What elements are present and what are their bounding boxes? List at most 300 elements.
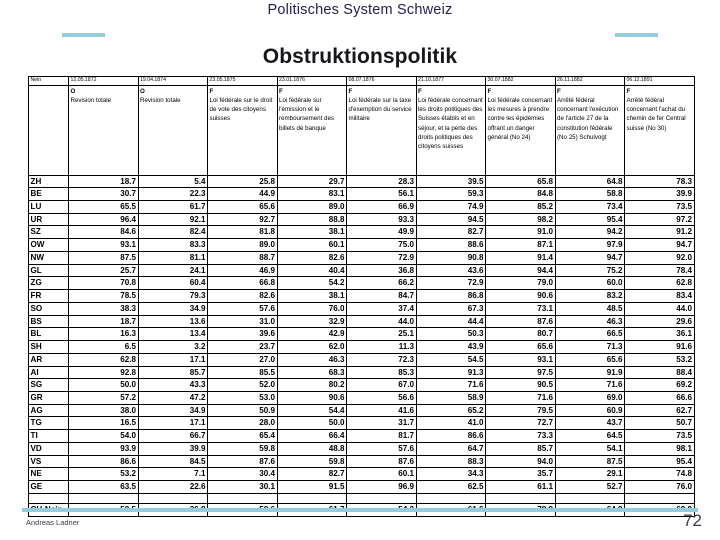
cell-ge-3: 30.1 bbox=[208, 481, 278, 494]
cell-ti-3: 65.4 bbox=[208, 430, 278, 443]
cell-ne-9: 74.8 bbox=[625, 468, 695, 481]
cell-sg-6: 71.6 bbox=[416, 379, 486, 392]
cell-vs-6: 88.3 bbox=[416, 455, 486, 468]
column-date-6: 21.10.1877 bbox=[416, 77, 486, 86]
column-text-8: Arrêté fédéral concernant l'exécution de l'article 27 de la constitution fédérale (No 25) Schulvogt bbox=[557, 96, 619, 142]
cell-gl-7: 94.4 bbox=[486, 264, 556, 277]
column-date-1: 12.05.1872 bbox=[69, 77, 139, 86]
cell-ai-3: 85.5 bbox=[208, 366, 278, 379]
cell-zg-2: 60.4 bbox=[138, 277, 208, 290]
table-row bbox=[29, 468, 695, 481]
cell-gr-7: 71.6 bbox=[486, 392, 556, 405]
cell-ge-5: 96.9 bbox=[347, 481, 417, 494]
row-label-bl: BL bbox=[29, 328, 69, 341]
cell-ge-8: 52.7 bbox=[555, 481, 625, 494]
column-date-7: 30.07.1882 bbox=[486, 77, 556, 86]
column-date-8: 26.11.1882 bbox=[555, 77, 625, 86]
cell-ge-2: 22.6 bbox=[138, 481, 208, 494]
column-description-9 bbox=[625, 85, 695, 175]
cell-ag-8: 60.9 bbox=[555, 404, 625, 417]
table-row bbox=[29, 353, 695, 366]
cell-ti-7: 73.3 bbox=[486, 430, 556, 443]
cell-be-9: 39.9 bbox=[625, 188, 695, 201]
cell-tg-5: 31.7 bbox=[347, 417, 417, 430]
table-row bbox=[29, 290, 695, 303]
cell-vs-5: 87.6 bbox=[347, 455, 417, 468]
row-label-bs: BS bbox=[29, 315, 69, 328]
column-text-7: Loi fédérale concernant les mesures à prendre contre les épidémies offrant un danger général (No 24) bbox=[487, 96, 553, 142]
cell-gr-8: 69.0 bbox=[555, 392, 625, 405]
cell-ow-9: 94.7 bbox=[625, 239, 695, 252]
column-type-7: F bbox=[487, 87, 492, 95]
cell-gr-2: 47.2 bbox=[138, 392, 208, 405]
cell-ai-9: 88.4 bbox=[625, 366, 695, 379]
cell-ur-8: 95.4 bbox=[555, 213, 625, 226]
table-row bbox=[29, 455, 695, 468]
cell-vd-4: 48.8 bbox=[277, 442, 347, 455]
cell-gr-1: 57.2 bbox=[69, 392, 139, 405]
cell-lu-2: 61.7 bbox=[138, 201, 208, 214]
cell-zh-1: 18.7 bbox=[69, 175, 139, 188]
cell-sg-1: 50.0 bbox=[69, 379, 139, 392]
cell-bl-7: 80.7 bbox=[486, 328, 556, 341]
cell-vd-8: 54.1 bbox=[555, 442, 625, 455]
row-label-sh: SH bbox=[29, 341, 69, 354]
cell-lu-6: 74.9 bbox=[416, 201, 486, 214]
cell-zg-7: 79.0 bbox=[486, 277, 556, 290]
cell-gl-8: 75.2 bbox=[555, 264, 625, 277]
gap-cell bbox=[486, 493, 556, 503]
column-text-5: Loi fédérale sur la taxe d'exemption du service militaire bbox=[348, 96, 412, 123]
cell-ag-3: 50.9 bbox=[208, 404, 278, 417]
cell-ow-8: 97.9 bbox=[555, 239, 625, 252]
cell-ti-6: 86.6 bbox=[416, 430, 486, 443]
row-label-gl: GL bbox=[29, 264, 69, 277]
cell-vs-1: 86.6 bbox=[69, 455, 139, 468]
cell-bs-3: 31.0 bbox=[208, 315, 278, 328]
cell-sz-1: 84.6 bbox=[69, 226, 139, 239]
gap-cell bbox=[555, 493, 625, 503]
obstruktionspolitik-table bbox=[28, 76, 695, 517]
cell-zg-1: 70.8 bbox=[69, 277, 139, 290]
cell-tg-7: 72.7 bbox=[486, 417, 556, 430]
cell-nw-4: 82.6 bbox=[277, 251, 347, 264]
cell-sz-7: 91.0 bbox=[486, 226, 556, 239]
cell-ar-7: 93.1 bbox=[486, 353, 556, 366]
cell-gr-6: 58.9 bbox=[416, 392, 486, 405]
cell-be-6: 59.3 bbox=[416, 188, 486, 201]
cell-ai-4: 68.3 bbox=[277, 366, 347, 379]
cell-bs-7: 87.6 bbox=[486, 315, 556, 328]
cell-gl-9: 78.4 bbox=[625, 264, 695, 277]
cell-ag-6: 65.2 bbox=[416, 404, 486, 417]
row-label-sg: SG bbox=[29, 379, 69, 392]
table-row bbox=[29, 201, 695, 214]
table-row bbox=[29, 392, 695, 405]
table-row bbox=[29, 341, 695, 354]
row-label-tg: TG bbox=[29, 417, 69, 430]
cell-tg-8: 43.7 bbox=[555, 417, 625, 430]
cell-bs-8: 46.3 bbox=[555, 315, 625, 328]
table-row bbox=[29, 213, 695, 226]
author-label: Andreas Ladner bbox=[26, 518, 80, 527]
cell-tg-9: 50.7 bbox=[625, 417, 695, 430]
cell-lu-9: 73.5 bbox=[625, 201, 695, 214]
cell-gr-4: 90.6 bbox=[277, 392, 347, 405]
table-body bbox=[29, 175, 695, 516]
cell-fr-4: 38.1 bbox=[277, 290, 347, 303]
table-row bbox=[29, 264, 695, 277]
cell-vs-9: 95.4 bbox=[625, 455, 695, 468]
cell-ne-4: 82.7 bbox=[277, 468, 347, 481]
column-text-9: Arrêté fédéral concernant l'achat du chemin de fer Central suisse (No 30) bbox=[626, 96, 686, 132]
cell-ne-2: 7.1 bbox=[138, 468, 208, 481]
row-label-so: SO bbox=[29, 302, 69, 315]
cell-so-5: 37.4 bbox=[347, 302, 417, 315]
gap-cell bbox=[69, 493, 139, 503]
cell-vd-1: 93.9 bbox=[69, 442, 139, 455]
table-corner-label: Nein bbox=[29, 77, 69, 86]
cell-so-3: 57.6 bbox=[208, 302, 278, 315]
cell-sg-2: 43.3 bbox=[138, 379, 208, 392]
cell-vs-7: 94.0 bbox=[486, 455, 556, 468]
cell-fr-6: 86.8 bbox=[416, 290, 486, 303]
cell-lu-7: 85.2 bbox=[486, 201, 556, 214]
column-type-9: F bbox=[626, 87, 631, 95]
cell-fr-7: 90.6 bbox=[486, 290, 556, 303]
cell-ge-9: 76.0 bbox=[625, 481, 695, 494]
table-row bbox=[29, 442, 695, 455]
column-date-5: 08.07.1876 bbox=[347, 77, 417, 86]
column-date-9: 06.12.1891 bbox=[625, 77, 695, 86]
cell-ne-6: 34.3 bbox=[416, 468, 486, 481]
cell-ar-5: 72.3 bbox=[347, 353, 417, 366]
cell-ai-7: 97.5 bbox=[486, 366, 556, 379]
row-label-fr: FR bbox=[29, 290, 69, 303]
cell-sg-5: 67.0 bbox=[347, 379, 417, 392]
cell-fr-9: 83.4 bbox=[625, 290, 695, 303]
gap-cell bbox=[277, 493, 347, 503]
cell-gl-6: 43.6 bbox=[416, 264, 486, 277]
cell-bs-2: 13.6 bbox=[138, 315, 208, 328]
table-gap-row bbox=[29, 493, 695, 503]
header-row-descriptions bbox=[29, 85, 695, 175]
cell-zh-6: 39.5 bbox=[416, 175, 486, 188]
cell-bl-3: 39.6 bbox=[208, 328, 278, 341]
cell-sz-2: 82.4 bbox=[138, 226, 208, 239]
cell-vd-7: 85.7 bbox=[486, 442, 556, 455]
cell-ai-2: 85.7 bbox=[138, 366, 208, 379]
cell-ge-6: 62.5 bbox=[416, 481, 486, 494]
cell-ur-9: 97.2 bbox=[625, 213, 695, 226]
table-row bbox=[29, 188, 695, 201]
cell-sz-5: 49.9 bbox=[347, 226, 417, 239]
cell-ne-5: 60.1 bbox=[347, 468, 417, 481]
cell-zh-8: 64.8 bbox=[555, 175, 625, 188]
cell-ar-1: 62.8 bbox=[69, 353, 139, 366]
cell-sg-7: 90.5 bbox=[486, 379, 556, 392]
row-label-lu: LU bbox=[29, 201, 69, 214]
cell-sz-6: 82.7 bbox=[416, 226, 486, 239]
column-description-1 bbox=[69, 85, 139, 175]
cell-be-2: 22.3 bbox=[138, 188, 208, 201]
cell-ti-1: 54.0 bbox=[69, 430, 139, 443]
cell-ne-8: 29.1 bbox=[555, 468, 625, 481]
cell-zg-3: 66.8 bbox=[208, 277, 278, 290]
cell-ur-6: 94.5 bbox=[416, 213, 486, 226]
cell-ag-1: 38.0 bbox=[69, 404, 139, 417]
cell-vs-3: 87.6 bbox=[208, 455, 278, 468]
cell-ag-5: 41.6 bbox=[347, 404, 417, 417]
cell-ai-8: 91.9 bbox=[555, 366, 625, 379]
cell-ur-3: 92.7 bbox=[208, 213, 278, 226]
cell-zh-7: 65.8 bbox=[486, 175, 556, 188]
cell-sz-9: 91.2 bbox=[625, 226, 695, 239]
cell-zh-9: 78.3 bbox=[625, 175, 695, 188]
column-date-4: 23.01.1876 bbox=[277, 77, 347, 86]
cell-ar-6: 54.5 bbox=[416, 353, 486, 366]
cell-sg-8: 71.6 bbox=[555, 379, 625, 392]
gap-cell bbox=[138, 493, 208, 503]
table-row bbox=[29, 239, 695, 252]
row-label-ag: AG bbox=[29, 404, 69, 417]
cell-ar-4: 46.3 bbox=[277, 353, 347, 366]
cell-zg-9: 62.8 bbox=[625, 277, 695, 290]
cell-nw-9: 92.0 bbox=[625, 251, 695, 264]
column-type-5: F bbox=[348, 87, 353, 95]
cell-ow-5: 75.0 bbox=[347, 239, 417, 252]
table-row bbox=[29, 226, 695, 239]
cell-tg-2: 17.1 bbox=[138, 417, 208, 430]
cell-bl-5: 25.1 bbox=[347, 328, 417, 341]
cell-ow-4: 60.1 bbox=[277, 239, 347, 252]
cell-zh-2: 5.4 bbox=[138, 175, 208, 188]
column-type-8: F bbox=[557, 87, 561, 95]
cell-gl-3: 46.9 bbox=[208, 264, 278, 277]
cell-ur-4: 88.8 bbox=[277, 213, 347, 226]
slide-kicker: Politisches System Schweiz bbox=[267, 2, 453, 18]
cell-ow-6: 88.6 bbox=[416, 239, 486, 252]
row-label-ti: TI bbox=[29, 430, 69, 443]
column-date-3: 23.05.1875 bbox=[208, 77, 278, 86]
column-type-2: O bbox=[140, 87, 145, 95]
cell-sh-1: 6.5 bbox=[69, 341, 139, 354]
table-header bbox=[29, 77, 695, 176]
table-row bbox=[29, 328, 695, 341]
cell-bl-1: 16.3 bbox=[69, 328, 139, 341]
cell-ge-4: 91.5 bbox=[277, 481, 347, 494]
column-description-2 bbox=[138, 85, 208, 175]
cell-tg-3: 28.0 bbox=[208, 417, 278, 430]
cell-bl-4: 42.9 bbox=[277, 328, 347, 341]
cell-be-5: 56.1 bbox=[347, 188, 417, 201]
column-description-5 bbox=[347, 85, 417, 175]
cell-lu-1: 65.5 bbox=[69, 201, 139, 214]
row-label-zg: ZG bbox=[29, 277, 69, 290]
table-row bbox=[29, 481, 695, 494]
row-label-ai: AI bbox=[29, 366, 69, 379]
cell-fr-2: 79.3 bbox=[138, 290, 208, 303]
cell-fr-5: 84.7 bbox=[347, 290, 417, 303]
cell-ti-2: 66.7 bbox=[138, 430, 208, 443]
column-text-1: Revision totale bbox=[70, 96, 112, 104]
column-text-3: Loi fédérale sur le droit de vote des citoyens suisses bbox=[209, 96, 273, 123]
page-number: 72 bbox=[683, 511, 702, 530]
column-description-8 bbox=[555, 85, 625, 175]
cell-tg-6: 41.0 bbox=[416, 417, 486, 430]
row-label-ne: NE bbox=[29, 468, 69, 481]
cell-bl-9: 36.1 bbox=[625, 328, 695, 341]
cell-ne-3: 30.4 bbox=[208, 468, 278, 481]
cell-ge-7: 61.1 bbox=[486, 481, 556, 494]
cell-sz-8: 94.2 bbox=[555, 226, 625, 239]
row-label-ow: OW bbox=[29, 239, 69, 252]
cell-vd-3: 59.8 bbox=[208, 442, 278, 455]
cell-be-8: 58.8 bbox=[555, 188, 625, 201]
cell-ti-9: 73.5 bbox=[625, 430, 695, 443]
column-type-3: F bbox=[209, 87, 214, 95]
cell-bs-5: 44.0 bbox=[347, 315, 417, 328]
cell-vs-2: 84.5 bbox=[138, 455, 208, 468]
cell-vd-5: 57.6 bbox=[347, 442, 417, 455]
cell-vd-2: 39.9 bbox=[138, 442, 208, 455]
cell-ag-4: 54.4 bbox=[277, 404, 347, 417]
cell-bl-2: 13.4 bbox=[138, 328, 208, 341]
column-text-6: Loi fédérale concernant les droits politiques des Suisses établis et en séjour, et la perte des droits politiques des citoyens suisses bbox=[418, 96, 483, 151]
cell-ow-3: 89.0 bbox=[208, 239, 278, 252]
cell-so-8: 48.5 bbox=[555, 302, 625, 315]
row-label-be: BE bbox=[29, 188, 69, 201]
cell-vd-6: 64.7 bbox=[416, 442, 486, 455]
cell-sh-2: 3.2 bbox=[138, 341, 208, 354]
table-row bbox=[29, 251, 695, 264]
page-title: Obstruktionspolitik bbox=[262, 45, 458, 68]
table-row bbox=[29, 379, 695, 392]
gap-cell bbox=[416, 493, 486, 503]
cell-ur-2: 92.1 bbox=[138, 213, 208, 226]
cell-so-2: 34.9 bbox=[138, 302, 208, 315]
cell-be-1: 30.7 bbox=[69, 188, 139, 201]
cell-ur-5: 93.3 bbox=[347, 213, 417, 226]
cell-sh-8: 71.3 bbox=[555, 341, 625, 354]
column-description-3 bbox=[208, 85, 278, 175]
table-row bbox=[29, 404, 695, 417]
cell-lu-4: 89.0 bbox=[277, 201, 347, 214]
gap-cell bbox=[208, 493, 278, 503]
cell-vd-9: 98.1 bbox=[625, 442, 695, 455]
cell-ar-8: 65.6 bbox=[555, 353, 625, 366]
cell-zg-8: 60.0 bbox=[555, 277, 625, 290]
cell-ai-1: 92.8 bbox=[69, 366, 139, 379]
cell-tg-1: 16.5 bbox=[69, 417, 139, 430]
cell-so-6: 67.3 bbox=[416, 302, 486, 315]
cell-ti-5: 81.7 bbox=[347, 430, 417, 443]
cell-bs-9: 29.6 bbox=[625, 315, 695, 328]
cell-bl-6: 50.3 bbox=[416, 328, 486, 341]
cell-bs-1: 18.7 bbox=[69, 315, 139, 328]
cell-gr-5: 56.6 bbox=[347, 392, 417, 405]
header-row-dates bbox=[29, 77, 695, 86]
cell-nw-7: 91.4 bbox=[486, 251, 556, 264]
table-row bbox=[29, 366, 695, 379]
column-description-7 bbox=[486, 85, 556, 175]
row-label-ge: GE bbox=[29, 481, 69, 494]
row-label-sz: SZ bbox=[29, 226, 69, 239]
cell-bs-4: 32.9 bbox=[277, 315, 347, 328]
cell-ow-2: 83.3 bbox=[138, 239, 208, 252]
cell-zh-5: 28.3 bbox=[347, 175, 417, 188]
cell-sh-9: 91.6 bbox=[625, 341, 695, 354]
cell-ti-4: 66.4 bbox=[277, 430, 347, 443]
cell-so-4: 76.0 bbox=[277, 302, 347, 315]
cell-ti-8: 64.5 bbox=[555, 430, 625, 443]
cell-ge-1: 63.5 bbox=[69, 481, 139, 494]
cell-nw-8: 94.7 bbox=[555, 251, 625, 264]
column-description-4 bbox=[277, 85, 347, 175]
cell-gl-1: 25.7 bbox=[69, 264, 139, 277]
table-row bbox=[29, 417, 695, 430]
row-label-vs: VS bbox=[29, 455, 69, 468]
column-type-1: O bbox=[70, 87, 76, 95]
table-row bbox=[29, 175, 695, 188]
description-corner-cell bbox=[29, 85, 69, 175]
cell-fr-3: 82.6 bbox=[208, 290, 278, 303]
cell-tg-4: 50.0 bbox=[277, 417, 347, 430]
table-row bbox=[29, 315, 695, 328]
row-label-vd: VD bbox=[29, 442, 69, 455]
cell-lu-5: 66.9 bbox=[347, 201, 417, 214]
cell-sg-4: 80.2 bbox=[277, 379, 347, 392]
cell-fr-8: 83.2 bbox=[555, 290, 625, 303]
column-text-4: Loi fédérale sur l'émission et le remboursement des billets de banque bbox=[279, 96, 335, 132]
cell-so-1: 38.3 bbox=[69, 302, 139, 315]
cell-bl-8: 66.5 bbox=[555, 328, 625, 341]
cell-vs-8: 87.5 bbox=[555, 455, 625, 468]
cell-nw-5: 72.9 bbox=[347, 251, 417, 264]
cell-zh-3: 25.8 bbox=[208, 175, 278, 188]
cell-so-9: 44.0 bbox=[625, 302, 695, 315]
cell-zg-6: 72.9 bbox=[416, 277, 486, 290]
cell-ne-7: 35.7 bbox=[486, 468, 556, 481]
cell-sz-3: 81.8 bbox=[208, 226, 278, 239]
cell-be-4: 83.1 bbox=[277, 188, 347, 201]
column-description-6 bbox=[416, 85, 486, 175]
cell-lu-3: 65.6 bbox=[208, 201, 278, 214]
row-label-ur: UR bbox=[29, 213, 69, 226]
cell-sh-3: 23.7 bbox=[208, 341, 278, 354]
accent-rule-left bbox=[62, 33, 105, 37]
column-text-2: Revision totale bbox=[140, 96, 181, 104]
gap-cell bbox=[625, 493, 695, 503]
cell-gr-9: 66.6 bbox=[625, 392, 695, 405]
cell-nw-1: 87.5 bbox=[69, 251, 139, 264]
column-type-4: F bbox=[279, 87, 283, 95]
cell-lu-8: 73.4 bbox=[555, 201, 625, 214]
cell-vs-4: 59.8 bbox=[277, 455, 347, 468]
cell-nw-2: 81.1 bbox=[138, 251, 208, 264]
cell-so-7: 73.1 bbox=[486, 302, 556, 315]
cell-ag-9: 62.7 bbox=[625, 404, 695, 417]
cell-ar-3: 27.0 bbox=[208, 353, 278, 366]
cell-sh-4: 62.0 bbox=[277, 341, 347, 354]
cell-zg-4: 54.2 bbox=[277, 277, 347, 290]
cell-ow-7: 87.1 bbox=[486, 239, 556, 252]
cell-be-3: 44.9 bbox=[208, 188, 278, 201]
table-row bbox=[29, 302, 695, 315]
table-row bbox=[29, 277, 695, 290]
footer-accent-rule bbox=[22, 508, 698, 512]
cell-gr-3: 53.0 bbox=[208, 392, 278, 405]
